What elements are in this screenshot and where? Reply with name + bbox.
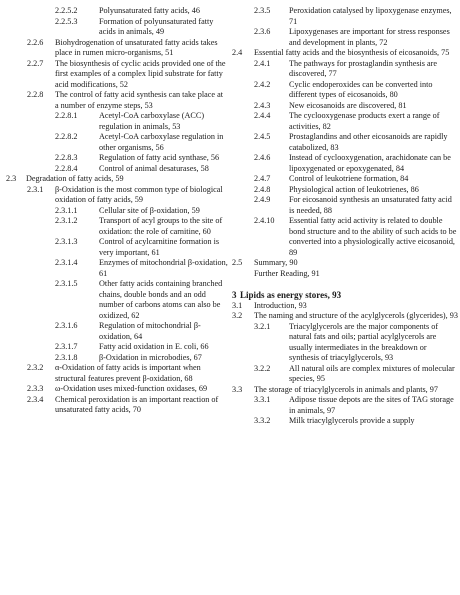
toc-entry [0, 206, 228, 217]
toc-entry-title: Lipoxygenases are important for stress responses and development in plants, 72 [289, 27, 450, 47]
toc-entry-title: Control of acylcarnitine formation is very important, 61 [99, 237, 220, 257]
toc-entry-number: 2.3.1.6 [55, 321, 78, 330]
toc-entry-number: 2.3.1.5 [55, 279, 78, 288]
toc-entry-number: 2.2.5.2 [55, 6, 78, 15]
toc-entry-number: 3.2.1 [254, 321, 271, 331]
toc-entry [0, 216, 228, 237]
toc-entry [232, 101, 458, 112]
toc-entry [232, 6, 458, 27]
toc-entry [232, 195, 458, 216]
toc-entry-title: For eicosanoid synthesis an unsaturated fatty acid is needed, 88 [289, 195, 452, 215]
toc-entry-number: 2.2.8.3 [55, 153, 78, 162]
toc-entry-number: 2.3.1.7 [55, 342, 78, 351]
toc-entry-number: 2.2.5.3 [55, 16, 78, 26]
toc-entry [232, 364, 458, 385]
toc-entry-number: 2.4.1 [254, 58, 271, 68]
toc-entry-title: Regulation of fatty acid synthase, 56 [99, 153, 220, 162]
toc-entry [232, 385, 458, 396]
toc-entry-number: 2.3.1.2 [55, 216, 78, 225]
toc-entry-title: New eicosanoids are discovered, 81 [289, 100, 407, 110]
toc-entry [0, 6, 228, 17]
toc-entry [232, 185, 458, 196]
toc-entry-number: 2.3.1 [27, 184, 44, 194]
toc-entry-number: 2.3 [6, 174, 17, 183]
toc-entry-title: Cellular site of β-oxidation, 59 [99, 205, 200, 215]
toc-entry-title: Further Reading, 91 [254, 268, 320, 278]
toc-entry [0, 237, 228, 258]
toc-entry [0, 185, 228, 206]
toc-entry-title: Lipids as energy stores, 93 [240, 290, 342, 300]
toc-entry-title: Degradation of fatty acids, 59 [26, 174, 124, 183]
toc-entry-number: 2.4.8 [254, 184, 271, 194]
toc-entry [0, 164, 228, 175]
toc-entry [0, 59, 228, 91]
toc-entry-number: 2.2.8.2 [55, 132, 78, 141]
toc-entry-title: Control of leukotriene formation, 84 [289, 174, 409, 183]
toc-entry-title: Adipose tissue depots are the sites of TAG storage in animals, 97 [289, 395, 454, 415]
toc-entry-number: 2.4.7 [254, 174, 271, 183]
toc-entry-title: The control of fatty acid synthesis can take place at a number of enzyme steps, 53 [55, 90, 224, 110]
toc-entry-number: 3.1 [232, 300, 243, 310]
toc-entry-title: Acetyl-CoA carboxylase (ACC) regulation in animals, 53 [99, 111, 205, 131]
toc-entry [232, 27, 458, 48]
toc-entry-title: β-Oxidation in microbodies, 67 [99, 352, 202, 362]
toc-entry-number: 3.2.2 [254, 363, 271, 373]
toc-entry-number: 2.3.1.8 [55, 352, 78, 362]
toc-entry-title: β-Oxidation is the most common type of biological oxidation of fatty acids, 59 [55, 184, 223, 204]
toc-entry [232, 59, 458, 80]
toc-entry [232, 258, 458, 269]
toc-entry-number: 3.3 [232, 384, 243, 394]
toc-entry-number: 2.3.3 [27, 384, 44, 393]
toc-entry-title: The cyclooxygenase products exert a range of activities, 82 [289, 111, 440, 131]
toc-entry-title: Transport of acyl groups to the site of oxidation: the role of carnitine, 60 [99, 216, 223, 236]
toc-entry-title: Instead of cyclooxygenation, arachidonate can be lipoxygenated or epoxygenated, 84 [289, 153, 451, 173]
toc-entry-number: 2.2.8 [27, 90, 44, 99]
toc-entry [0, 90, 228, 111]
toc-entry-title: Milk triacylglycerols provide a supply [289, 416, 415, 425]
toc-entry-number: 2.3.1.1 [55, 205, 78, 215]
toc-entry-number: 2.4.2 [254, 79, 271, 89]
toc-entry-title: Formation of polyunsaturated fatty acids in animals, 49 [99, 16, 214, 36]
toc-entry-title: ω-Oxidation uses mixed-function oxidases, 69 [55, 384, 208, 393]
toc-entry [0, 342, 228, 353]
toc-entry-title: Prostaglandins and other eicosanoids are rapidly catabolized, 83 [289, 132, 448, 152]
toc-entry-title: Other fatty acids containing branched chains, double bonds and an odd number of carbons atoms can also be oxidized, 62 [99, 279, 223, 320]
toc-entry [232, 111, 458, 132]
toc-entry-number: 3.3.2 [254, 416, 271, 425]
toc-left-column [0, 6, 228, 416]
toc-entry-title: The biosynthesis of cyclic acids provided one of the first examples of a complex lipid substrate for fatty acid modifications, 52 [55, 58, 226, 89]
toc-entry-number: 2.3.1.4 [55, 258, 78, 267]
toc-entry-title: Physiological action of leukotrienes, 86 [289, 184, 419, 194]
toc-entry [232, 311, 458, 322]
toc-entry-number: 2.3.2 [27, 363, 44, 372]
toc-entry-title: Essential fatty acid activity is related to double bond structure and to the ability of such acids to be converted into a physiologically active eicosanoid, 89 [289, 216, 457, 257]
toc-right-column [232, 6, 458, 427]
toc-entry-title: Fatty acid oxidation in E. coli, 66 [99, 342, 209, 351]
toc-entry-number: 3.2 [232, 311, 243, 320]
toc-entry [0, 353, 228, 364]
toc-entry [232, 80, 458, 101]
toc-entry-title: Peroxidation catalysed by lipoxygenase enzymes, 71 [289, 6, 452, 26]
toc-entry [0, 174, 228, 185]
toc-entry-title: Introduction, 93 [254, 300, 307, 310]
toc-entry-title: Chemical peroxidation is an important reaction of unsaturated fatty acids, 70 [55, 394, 219, 414]
toc-entry [232, 174, 458, 185]
toc-entry [0, 279, 228, 321]
toc-entry-title: Acetyl-CoA carboxylase regulation in other organisms, 56 [99, 132, 224, 152]
toc-entry [232, 395, 458, 416]
toc-entry-title: The naming and structure of the acylglycerols (glycerides), 93 [254, 311, 458, 320]
toc-entry-title: Summary, 90 [254, 258, 298, 267]
toc-entry-title: Control of animal desaturases, 58 [99, 163, 209, 173]
toc-entry-title: Essential fatty acids and the biosynthesis of eicosanoids, 75 [254, 48, 450, 57]
toc-entry-title: The storage of triacylglycerols in animals and plants, 97 [254, 384, 438, 394]
toc-entry-number: 2.2.8.1 [55, 111, 78, 120]
toc-entry-number: 2.4.10 [254, 216, 275, 225]
toc-entry [232, 269, 458, 280]
toc-entry [0, 17, 228, 38]
toc-entry-title: α-Oxidation of fatty acids is important when structural features prevent β-oxidation, 68 [55, 363, 201, 383]
toc-entry-number: 2.4 [232, 48, 243, 57]
toc-entry [232, 132, 458, 153]
toc-entry [0, 38, 228, 59]
toc-entry [0, 258, 228, 279]
toc-entry-title: Polyunsaturated fatty acids, 46 [99, 6, 200, 15]
toc-entry-number: 2.5 [232, 258, 243, 267]
toc-entry-title: Triacylglycerols are the major components of natural fats and oils; partial acylglycerols are usually intermediates in the breakdown or synthesis of triacylglycerols, 93 [289, 321, 439, 362]
toc-entry [0, 363, 228, 384]
toc-entry-number: 2.4.3 [254, 100, 271, 110]
toc-entry-number: 2.4.9 [254, 195, 271, 204]
toc-entry-title: Biohydrogenation of unsaturated fatty acids takes place in rumen micro-organisms, 51 [55, 37, 218, 57]
toc-entry [0, 111, 228, 132]
toc-entry [232, 216, 458, 258]
toc-entry [232, 322, 458, 364]
toc-entry-number: 2.2.7 [27, 58, 44, 68]
toc-entry [0, 395, 228, 416]
toc-entry-number: 3.3.1 [254, 395, 271, 404]
toc-entry [0, 321, 228, 342]
toc-entry-number: 2.4.4 [254, 111, 271, 120]
toc-entry [232, 153, 458, 174]
toc-entry-number: 2.3.6 [254, 27, 271, 36]
toc-entry [0, 132, 228, 153]
toc-entry-title: Enzymes of mitochondrial β-oxidation, 61 [99, 258, 228, 278]
toc-entry-number: 2.3.1.3 [55, 237, 78, 246]
toc-entry [232, 301, 458, 312]
toc-entry-title: Regulation of mitochondrial β-oxidation, 64 [99, 321, 201, 341]
toc-entry [0, 153, 228, 164]
toc-entry-number: 2.3.5 [254, 6, 271, 15]
toc-entry-title: Cyclic endoperoxides can be converted into different types of eicosanoids, 80 [289, 79, 433, 99]
toc-entry-number: 2.4.6 [254, 153, 271, 162]
toc-entry-number: 2.2.8.4 [55, 163, 78, 173]
toc-entry [232, 48, 458, 59]
toc-chapter-heading [232, 290, 458, 301]
toc-entry-title: The pathways for prostaglandin synthesis are discovered, 77 [289, 58, 438, 78]
toc-entry-title: All natural oils are complex mixtures of molecular species, 95 [289, 363, 455, 383]
toc-entry-number: 2.2.6 [27, 37, 44, 47]
toc-entry [232, 416, 458, 427]
toc-entry-number: 2.3.4 [27, 394, 44, 404]
toc-entry-number: 3 [232, 290, 237, 300]
toc-entry [0, 384, 228, 395]
toc-entry-number: 2.4.5 [254, 132, 271, 141]
